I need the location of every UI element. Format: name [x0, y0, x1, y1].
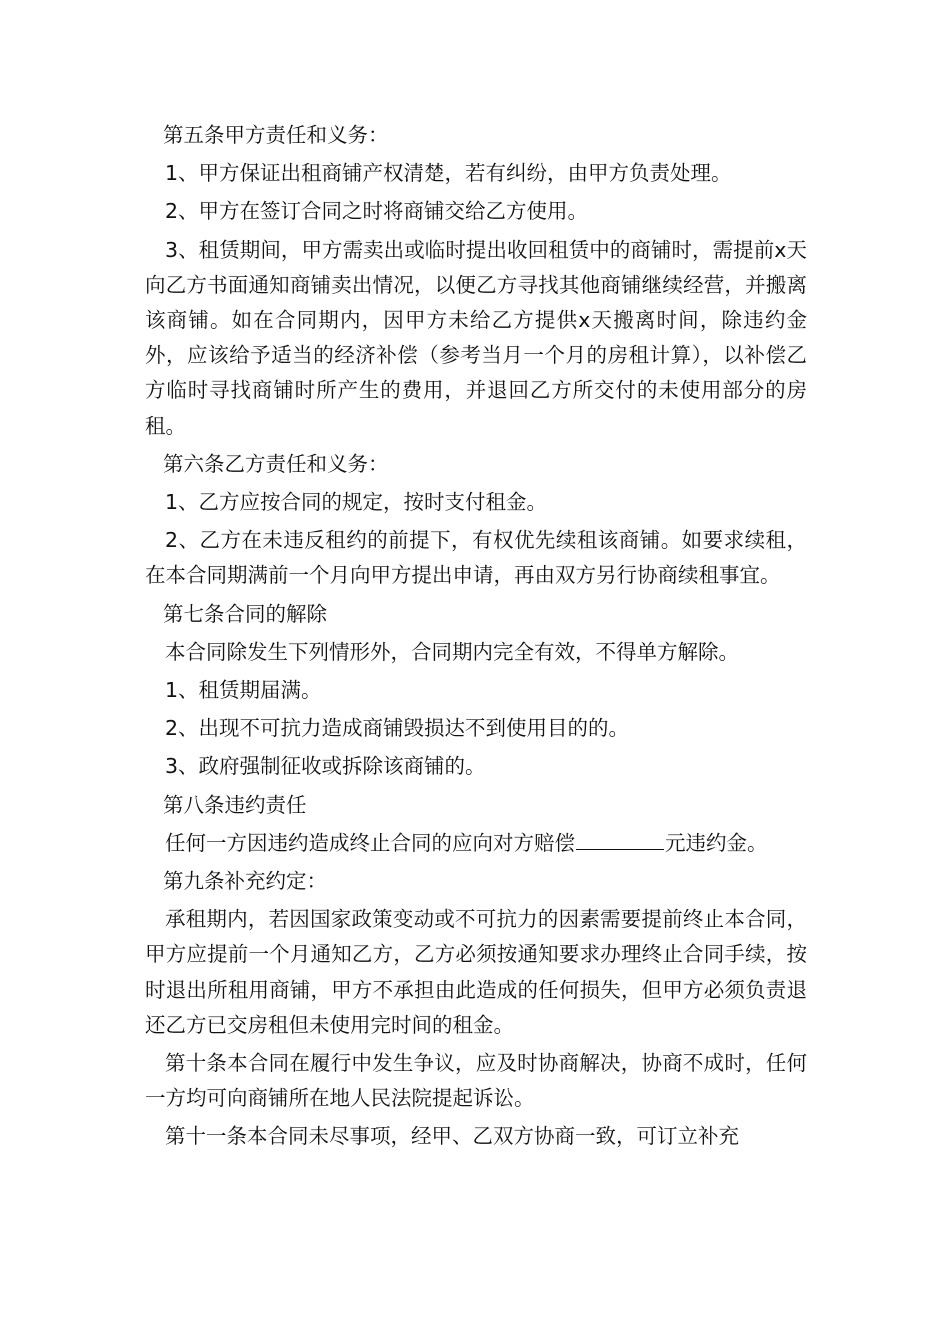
article-8-body [145, 826, 807, 861]
article-7-clause-2: 2、出现不可抗力造成商铺毁损达不到使用目的的。 [165, 716, 630, 741]
article-8-heading: 第八条违约责任 [163, 792, 307, 817]
contract-page [145, 118, 807, 1158]
article-10: 第十条本合同在履行中发生争议，应及时协商解决，协商不成时，任何一方均可向商铺所在地人民法院提起诉讼。 [145, 1051, 807, 1111]
article-5-clause-3: 3、租赁期间，甲方需卖出或临时提出收回租赁中的商铺时，需提前x天向乙方书面通知商铺卖出情况，以便乙方寻找其他商铺继续经营，并搬离该商铺。如在合同期内，因甲方未给乙方提供x天搬离时间，除违约金外，应该给予适当的经济补偿（参考当月一个月的房租计算），以补偿乙方临时寻找商铺时所产生的费用，并退回乙方所交付的未使用部分的房租。 [145, 237, 807, 438]
article-5-heading: 第五条甲方责任和义务： [163, 123, 389, 147]
article-6-clause-2: 2、乙方在未违反租约的前提下，有权优先续租该商铺。如要求续租，在本合同期满前一个月向甲方提出申请，再由双方另行协商续租事宜。 [145, 528, 807, 588]
article-7-clause-3: 3、政府强制征收或拆除该商铺的。 [165, 754, 486, 779]
article-9-body: 承租期内，若因国家政策变动或不可抗力的因素需要提前终止本合同，甲方应提前一个月通知乙方，乙方必须按通知要求办理终止合同手续，按时退出所租用商铺，甲方不承担由此造成的任何损失，但甲方必须负责退还乙方已交房租但未使用完时间的租金。 [145, 907, 807, 1037]
compensation-amount-blank [576, 848, 664, 850]
article-5-clause-2: 2、甲方在签订合同之时将商铺交给乙方使用。 [165, 199, 589, 224]
article-6-heading: 第六条乙方责任和义务： [163, 451, 389, 476]
article-8-text-before: 任何一方因违约造成终止合同的应向对方赔偿 [165, 830, 575, 855]
article-8-text-after: 元违约金。 [665, 830, 768, 855]
article-11: 第十一条本合同未尽事项，经甲、乙双方协商一致，可订立补充 [165, 1124, 739, 1149]
article-9-heading: 第九条补充约定： [163, 869, 327, 894]
article-5-clause-1: 1、甲方保证出租商铺产权清楚，若有纠纷，由甲方负责处理。 [165, 161, 732, 186]
article-7-clause-1: 1、租赁期届满。 [165, 678, 322, 703]
article-7-intro: 本合同除发生下列情形外，合同期内完全有效，不得单方解除。 [165, 639, 739, 664]
article-7-heading: 第七条合同的解除 [163, 601, 327, 626]
article-6-clause-1: 1、乙方应按合同的规定，按时支付租金。 [165, 490, 548, 515]
